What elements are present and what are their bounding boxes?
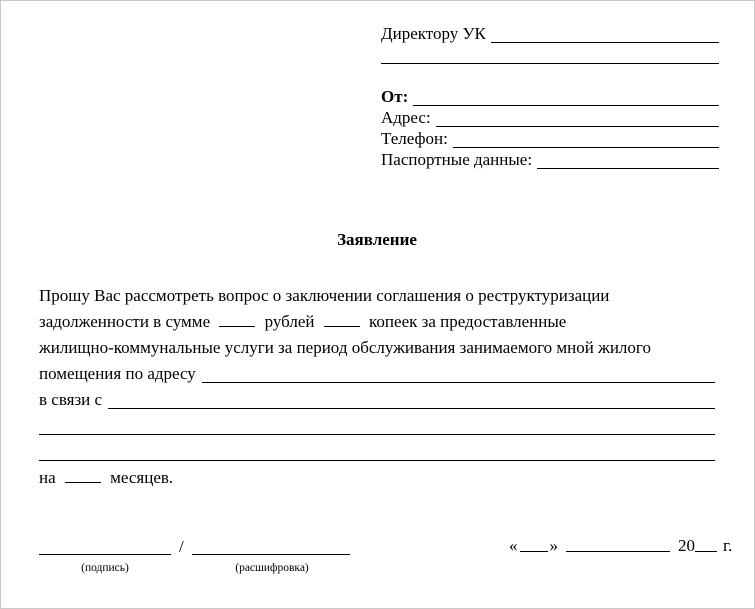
director-name-blank[interactable] (491, 41, 719, 43)
header-row-phone (381, 127, 719, 148)
date-close-quote: » (549, 536, 558, 555)
passport-blank[interactable] (537, 167, 719, 169)
signature-captions (39, 562, 351, 574)
body-line-2 (39, 309, 715, 335)
months-suffix: месяцев. (110, 468, 174, 487)
director-label: Директору УК (381, 24, 486, 43)
body-paragraph (39, 283, 715, 491)
body-line-3: жилищно-коммунальные услуги за период обслуживания занимаемого мной жилого (39, 338, 651, 357)
sum-rubles-blank[interactable] (219, 324, 255, 327)
date-year-suffix: г. (723, 536, 733, 555)
date-open-quote: « (509, 536, 518, 555)
from-label: От: (381, 87, 409, 106)
document-title: Заявление (337, 230, 417, 249)
body-line-6 (39, 413, 715, 439)
passport-label: Паспортные данные: (381, 150, 533, 169)
header-row-passport (381, 148, 719, 169)
address-label: Адрес: (381, 108, 431, 127)
body-line-8 (39, 465, 715, 491)
name-blank[interactable] (192, 553, 350, 555)
months-count-blank[interactable] (65, 480, 101, 483)
header-spacer (381, 64, 719, 85)
date-day-blank[interactable] (520, 550, 548, 552)
date-year-blank[interactable] (695, 550, 717, 552)
reason-label: в связи с (39, 390, 103, 409)
signature-block (39, 539, 351, 574)
body-line-1: Прошу Вас рассмотреть вопрос о заключении соглашения о реструктуризации (39, 286, 610, 305)
signature-slash: / (179, 537, 184, 556)
header-row-director (381, 22, 719, 43)
header-row-from (381, 85, 719, 106)
sum-kopecks-blank[interactable] (324, 324, 360, 327)
premises-address-blank[interactable] (202, 381, 715, 383)
signature-row (39, 539, 351, 555)
date-block (509, 538, 732, 554)
phone-label: Телефон: (381, 129, 448, 148)
date-month-blank[interactable] (566, 550, 670, 552)
caption-gap (171, 562, 193, 574)
body-line-5 (39, 387, 715, 413)
months-prefix: на (39, 468, 56, 487)
address-blank[interactable] (436, 125, 719, 127)
address-of-premises-label: помещения по адресу (39, 364, 196, 383)
date-year-prefix: 20 (678, 536, 695, 555)
body-text-before-sum: задолженности в сумме (39, 312, 211, 331)
from-name-blank[interactable] (413, 104, 719, 106)
director-name-blank-2[interactable] (381, 62, 719, 64)
reason-blank-3[interactable] (39, 459, 715, 461)
body-text-after-sum: копеек за предоставленные (369, 312, 567, 331)
name-caption: (расшифровка) (235, 562, 309, 574)
body-line-7 (39, 439, 715, 465)
phone-blank[interactable] (453, 146, 719, 148)
signature-blank[interactable] (39, 553, 171, 555)
reason-blank-1[interactable] (108, 407, 715, 409)
body-text-rubles: рублей (264, 312, 315, 331)
reason-blank-2[interactable] (39, 433, 715, 435)
header-row-director-2 (381, 43, 719, 64)
signature-caption: (подпись) (81, 562, 129, 574)
body-line-4 (39, 361, 715, 387)
header-row-address (381, 106, 719, 127)
header-block (381, 22, 719, 169)
